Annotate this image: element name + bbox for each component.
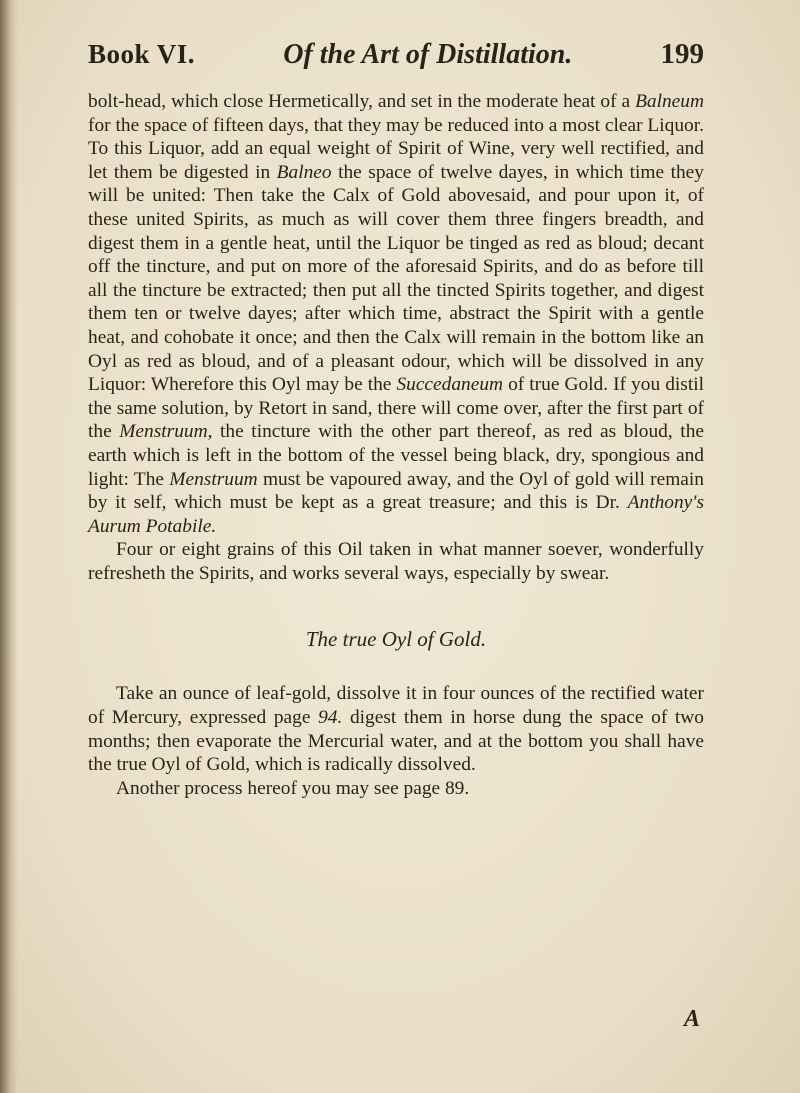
italic-run: Menstruum [119, 421, 208, 443]
italic-run: Menstruum [169, 468, 258, 490]
italic-run: Balneo [276, 161, 332, 183]
text-run: bolt-head, which close Hermetically, and set in the moderate heat of a [88, 91, 636, 112]
text-run: digest them in horse dung the space of two months; then evaporate the Mercurial water, and at the bottom you shall have the true Oyl of Gold, which is radically dissolved. [88, 707, 704, 776]
running-title: Of the Art of Distillation. [283, 39, 573, 70]
text-run: , the tincture with the other part thereof, as red as bloud, the earth which is left in the bottom of the vessel being black, dry, spongious and light: The [88, 421, 704, 490]
text-run: of true Gold. If you distil the same solution, by Retort in sand, there will come over, after the first part of the [88, 374, 704, 443]
body-text [88, 90, 704, 800]
italic-run: Anthony's Aurum Potabile. [88, 492, 704, 537]
catchword: A [683, 1006, 700, 1032]
italic-run: Balneum [635, 91, 704, 112]
italic-run: 94. [318, 707, 343, 729]
running-header [88, 38, 704, 90]
page-gutter-shadow [0, 0, 18, 1093]
paragraph-aurum-potabile [88, 90, 704, 538]
section-heading: The true Oyl of Gold. [305, 627, 487, 652]
book-label: Book VI. [88, 39, 196, 69]
paragraph-dosage: Four or eight grains of this Oil taken in what manner soever, wonderfully refresheth the Spirits, and works several ways, especially by swear. [88, 539, 704, 584]
paragraph-true-oyl [88, 682, 704, 776]
text-run: for the space of fifteen days, that they may be reduced into a most clear Liquor. To this Liquor, add an equal weight of Spirit of Wine, very well rectified, and let them be digested in [88, 114, 704, 183]
page-number: 199 [660, 38, 704, 70]
italic-run: Succedaneum [396, 374, 504, 396]
paragraph-another-process: Another process hereof you may see page 89. [116, 777, 470, 799]
text-run: the space of twelve dayes, in which time they will be united: Then take the Calx of Gold abovesaid, and pour upon it, of these united Spirits, as much as will cover them three fingers breadth, and digest them in a gentle heat, until the Liquor be tinged as red as bloud; decant off the tincture, and put on more of the aforesaid Spirits, and do as before till all the tincture be extracted; then put all the tincted Spirits together, and digest them ten or twelve dayes; after which time, abstract the Spirit with a gentle heat, and cohobate it once; and then the Calx will remain in the bottom like an Oyl as red as bloud, and of a pleasant odour, which will be dissolved in any Liquor: Wherefore this Oyl may be the [88, 161, 704, 396]
text-run: must be vapoured away, and the Oyl of gold will remain by it self, which must be kept as a great treasure; and this is Dr. [88, 468, 704, 514]
text-run: Take an ounce of leaf-gold, dissolve it in four ounces of the rectified water of Mercury, expressed page [88, 683, 704, 729]
